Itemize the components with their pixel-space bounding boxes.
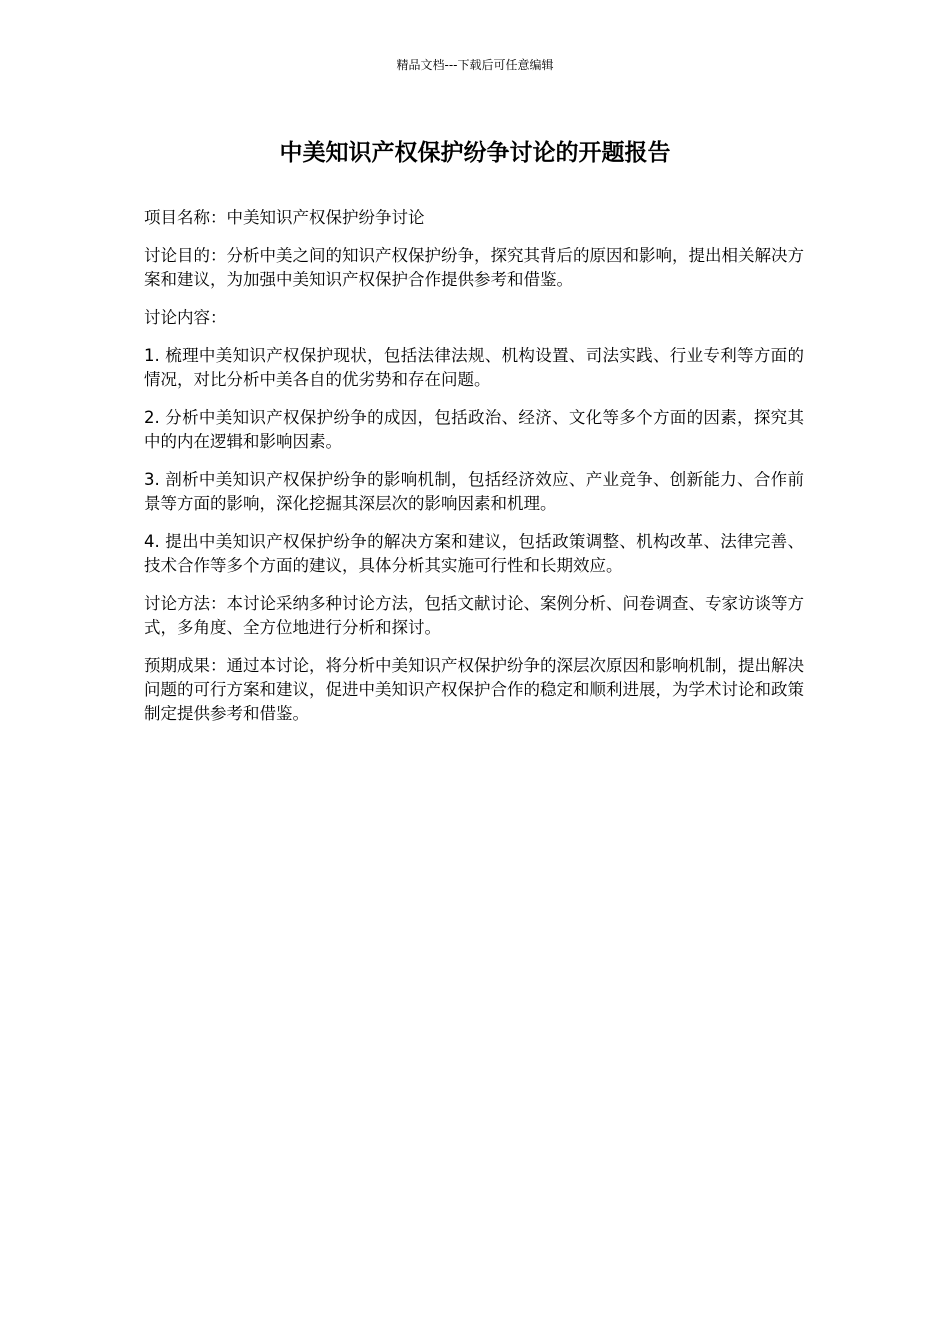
paragraph-content-heading: 讨论内容： bbox=[144, 308, 227, 327]
paragraph-content-item-4: 4. 提出中美知识产权保护纷争的解决方案和建议，包括政策调整、机构改革、法律完善、技术合作等多个方面的建议，具体分析其实施可行性和长期效应。 bbox=[144, 532, 804, 575]
document-body bbox=[144, 206, 804, 740]
paragraph-project-name: 项目名称：中美知识产权保护纷争讨论 bbox=[144, 208, 425, 227]
paragraph-content-item-2: 2. 分析中美知识产权保护纷争的成因，包括政治、经济、文化等多个方面的因素，探究其中的内在逻辑和影响因素。 bbox=[144, 408, 804, 451]
document-title: 中美知识产权保护纷争讨论的开题报告 bbox=[279, 140, 671, 166]
paragraph-purpose: 讨论目的：分析中美之间的知识产权保护纷争，探究其背后的原因和影响，提出相关解决方案和建议，为加强中美知识产权保护合作提供参考和借鉴。 bbox=[144, 246, 804, 289]
page-header: 精品文档---下载后可任意编辑 bbox=[396, 58, 554, 72]
paragraph-content-item-3: 3. 剖析中美知识产权保护纷争的影响机制，包括经济效应、产业竞争、创新能力、合作前景等方面的影响，深化挖掘其深层次的影响因素和机理。 bbox=[144, 470, 804, 513]
paragraph-expected-results: 预期成果：通过本讨论，将分析中美知识产权保护纷争的深层次原因和影响机制，提出解决问题的可行方案和建议，促进中美知识产权保护合作的稳定和顺利进展，为学术讨论和政策制定提供参考和借鉴。 bbox=[144, 656, 804, 723]
paragraph-content-item-1: 1. 梳理中美知识产权保护现状，包括法律法规、机构设置、司法实践、行业专利等方面的情况，对比分析中美各自的优劣势和存在问题。 bbox=[144, 346, 804, 389]
paragraph-method: 讨论方法：本讨论采纳多种讨论方法，包括文献讨论、案例分析、问卷调查、专家访谈等方式，多角度、全方位地进行分析和探讨。 bbox=[144, 594, 804, 637]
